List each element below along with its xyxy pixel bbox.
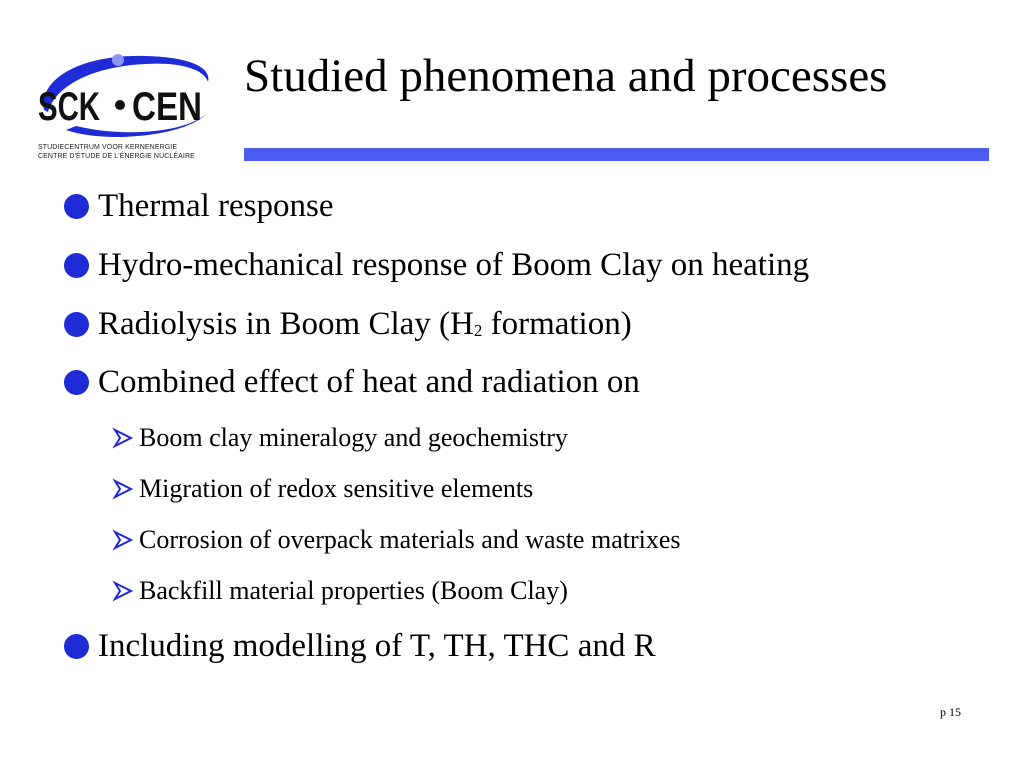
bullet-text: Hydro-mechanical response of Boom Clay on heating	[98, 247, 810, 283]
sub-bullet-text: Boom clay mineralogy and geochemistry	[139, 423, 568, 452]
arrow-bullet-icon	[112, 529, 134, 551]
logo-subtitle-dutch: STUDIECENTRUM VOOR KERNENERGIE	[38, 144, 178, 151]
sub-bullet-item	[112, 525, 681, 555]
bullet-text: Including modelling of T, TH, THC and R	[98, 628, 656, 664]
logo-text-sck: SCK	[38, 85, 101, 129]
bullet-item	[64, 188, 334, 225]
bullet-text: Thermal response	[98, 188, 334, 224]
slide-title: Studied phenomena and processes	[244, 50, 888, 102]
bullet-text: Combined effect of heat and radiation on	[98, 364, 640, 400]
bullet-item	[64, 247, 809, 284]
bullet-dot-icon	[64, 312, 89, 337]
sub-bullet-text: Corrosion of overpack materials and waste matrixes	[139, 525, 681, 554]
arrow-bullet-icon	[112, 478, 134, 500]
bullet-dot-icon	[64, 194, 89, 219]
logo-text-cen: CEN	[132, 85, 202, 129]
bullet-item	[64, 628, 656, 665]
bullet-item	[64, 364, 640, 401]
bullet-item	[64, 306, 632, 343]
bullet-dot-icon	[64, 370, 89, 395]
sub-bullet-item	[112, 423, 568, 453]
sub-bullet-text: Backfill material properties (Boom Clay)	[139, 576, 568, 605]
bullet-subscript: 2	[473, 321, 483, 340]
sub-bullet-text: Migration of redox sensitive elements	[139, 474, 534, 503]
sub-bullet-item	[112, 474, 533, 504]
page-number: p 15	[940, 705, 961, 719]
bullet-text-pre: Radiolysis in Boom Clay (H	[98, 306, 474, 342]
logo-subtitle-french: CENTRE D'ÉTUDE DE L'ÉNERGIE NUCLÉAIRE	[38, 153, 195, 160]
sub-bullet-item	[112, 576, 568, 606]
bullet-text	[98, 306, 632, 343]
arrow-bullet-icon	[112, 580, 134, 602]
arrow-bullet-icon	[112, 427, 134, 449]
bullet-dot-icon	[64, 253, 89, 278]
bullet-dot-icon	[64, 634, 89, 659]
bullet-text-post: formation)	[482, 306, 632, 342]
